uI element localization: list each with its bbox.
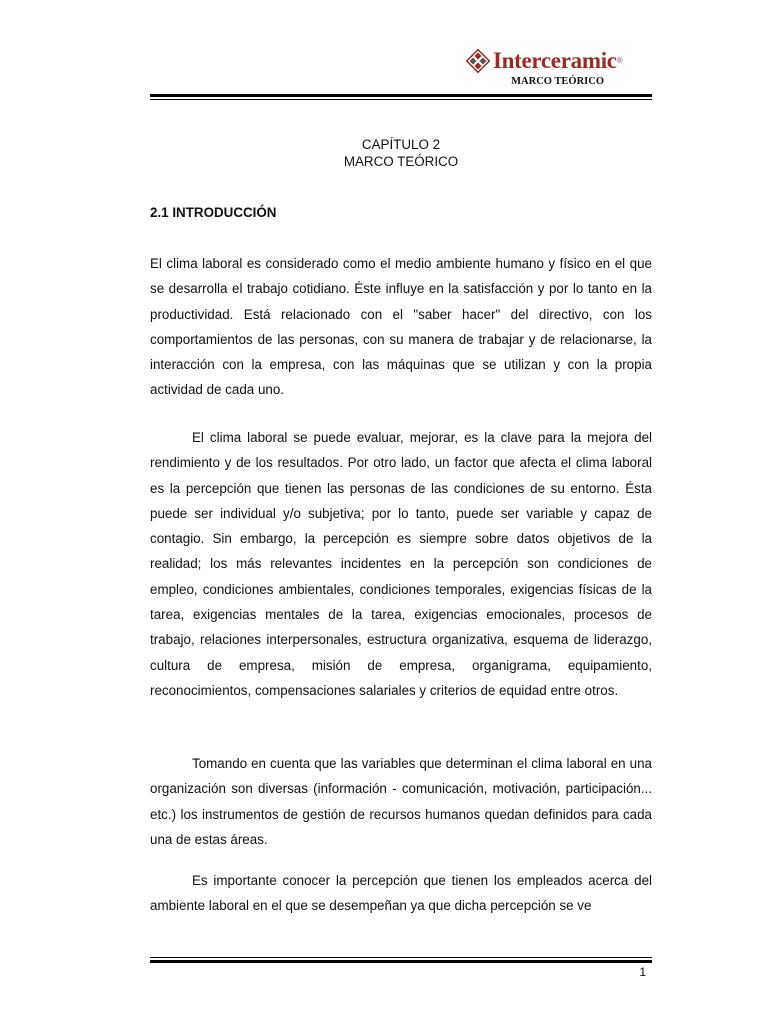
- footer-rule-thin: [150, 957, 652, 958]
- header-rule-thick: [150, 94, 652, 97]
- chapter-title: MARCO TEÓRICO: [343, 154, 459, 169]
- registered-mark: ®: [616, 56, 623, 65]
- paragraph-variables: Tomando en cuenta que las variables que determinan el clima laboral en una organización son diversas (información - comunicación, motivación, participación... etc.) los instrumentos de gestión de recursos humanos quedan definidos para cada una de estas áreas.: [150, 756, 652, 847]
- section-heading: 2.1 INTRODUCCIÓN: [150, 205, 277, 220]
- header-logo: [466, 49, 622, 73]
- header-rule-thin: [150, 99, 652, 100]
- brand-name: Interceramic®: [493, 48, 623, 73]
- interceramic-tile-logo-icon: [466, 49, 490, 73]
- footer-rule-thick: [150, 960, 652, 963]
- paragraph-intro: El clima laboral es considerado como el medio ambiente humano y físico en el que se desarrolla el trabajo cotidiano. Éste influye en la satisfacción y por lo tanto en la productividad. Está relacionado con el "saber hacer" del directivo, con los comportamientos de las personas, con su manera de trabajar y de relacionarse, la interacción con la empresa, con las máquinas que se utilizan y con la propia actividad de cada uno.: [150, 256, 652, 398]
- header-section-label: MARCO TEÓRICO: [511, 76, 604, 87]
- chapter-number: CAPÍTULO 2: [361, 137, 441, 152]
- paragraph-perception: Es importante conocer la percepción que tienen los empleados acerca del ambiente laboral en el que se desempeñan ya que dicha percepción se ve: [150, 873, 652, 914]
- page-number: 1: [639, 965, 646, 979]
- paragraph-evaluation: El clima laboral se puede evaluar, mejorar, es la clave para la mejora del rendimiento y de los resultados. Por otro lado, un factor que afecta el clima laboral es la percepción que tienen las personas de las condiciones de su entorno. Ésta puede ser individual y/o subjetiva; por lo tanto, puede ser variable y capaz de contagio. Sin embargo, la percepción es siempre sobre datos objetivos de la realidad; los más relevantes incidentes en la percepción son condiciones de empleo, condiciones ambientales, condiciones temporales, exigencias físicas de la tarea, exigencias mentales de la tarea, exigencias emocionales, procesos de trabajo, relaciones interpersonales, estructura organizativa, esquema de liderazgo, cultura de empresa, misión de empresa, organigrama, equipamiento, reconocimientos, compensaciones salariales y criterios de equidad entre otros.: [150, 430, 652, 698]
